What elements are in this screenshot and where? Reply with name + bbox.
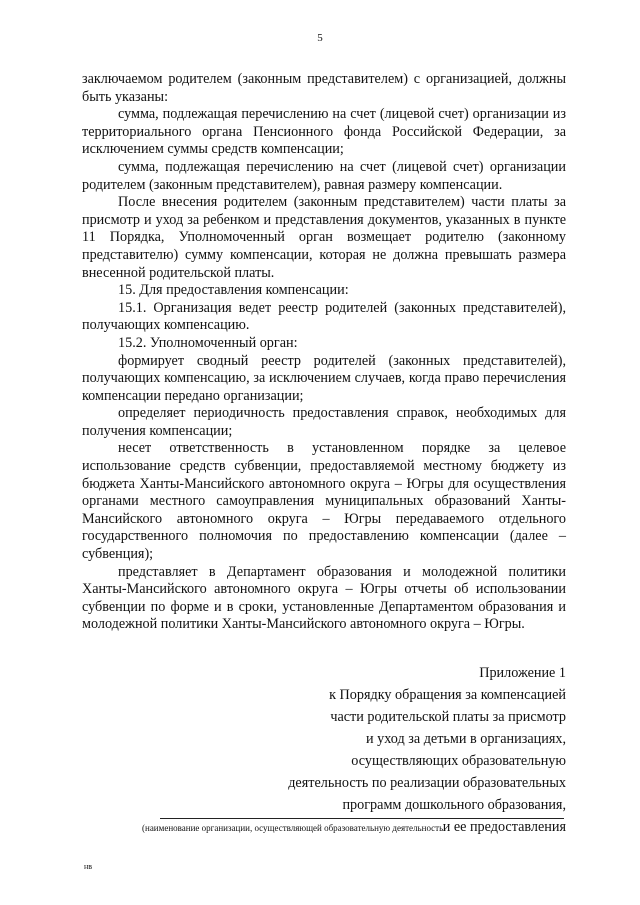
appendix-line: деятельность по реализации образовательных	[288, 775, 566, 791]
paragraph-sum-parent: сумма, подлежащая перечислению на счет (лицевой счет) организации родителем (законным представителем), равная размеру компенсации.	[82, 158, 566, 193]
appendix-line: и ее предоставления	[442, 819, 566, 835]
appendix-line: осуществляющих образовательную	[351, 753, 566, 769]
paragraph-reports: представляет в Департамент образования и молодежной политики Ханты-Мансийского автономного округа – Югры отчеты об использовании субвенции по форме и в сроки, установленные Департаментом образования и молодежной политики Ханты-Мансийского автономного округа – Югры.	[82, 563, 566, 633]
organization-name-line	[160, 818, 564, 819]
paragraph-periodicity: определяет периодичность предоставления справок, необходимых для получения компенсации;	[82, 405, 566, 439]
organization-name-caption: (наименование организации, осуществляющей образовательную деятельность	[142, 823, 444, 833]
appendix-line: программ дошкольного образования,	[342, 797, 566, 813]
paragraph-clause-15-1: 15.1. Организация ведет реестр родителей (законных представителей), получающих компенсацию.	[82, 299, 566, 334]
appendix-header	[246, 662, 566, 838]
paragraph-intro: заключаемом родителем (законным представителем) с организацией, должны быть указаны:	[82, 71, 566, 105]
page-number: 5	[317, 32, 323, 44]
paragraph-responsibility: несет ответственность в установленном порядке за целевое использование средств субвенции, предоставляемой местному бюджету из бюджета Ханты-Мансийского автономного округа – Югры для осуществления органами местного самоуправления муниципальных образований Ханты-Мансийского автономного округа – Югры передаваемого отдельного государственного полномочия по предоставлению компенсации (далее – субвенция);	[82, 440, 566, 563]
document-body	[82, 71, 566, 634]
paragraph-clause-15: 15. Для предоставления компенсации:	[118, 282, 349, 299]
appendix-title: Приложение 1	[479, 665, 566, 681]
appendix-line: части родительской платы за присмотр	[330, 709, 566, 725]
paragraph-sum-pension-fund: сумма, подлежащая перечислению на счет (лицевой счет) организации из территориального органа Пенсионного фонда Российской Федерации, за исключением суммы средств компенсации;	[82, 106, 566, 158]
paragraph-forms-registry: формирует сводный реестр родителей (законных представителей), получающих компенсацию, за исключением случаев, когда право перечисления компенсации передано организации;	[82, 352, 566, 404]
footer-mark: нв	[84, 862, 93, 871]
appendix-line: и уход за детьми в организациях,	[366, 731, 566, 747]
appendix-line: к Порядку обращения за компенсацией	[329, 687, 566, 703]
paragraph-after-payment: После внесения родителем (законным представителем) части платы за присмотр и уход за ребенком и представления документов, указанных в пункте 11 Порядка, Уполномоченный орган возмещает родителю (законному представителю) сумму компенсации, которая не должна превышать размера внесенной родительской платы.	[82, 194, 566, 281]
paragraph-clause-15-2: 15.2. Уполномоченный орган:	[118, 334, 298, 351]
